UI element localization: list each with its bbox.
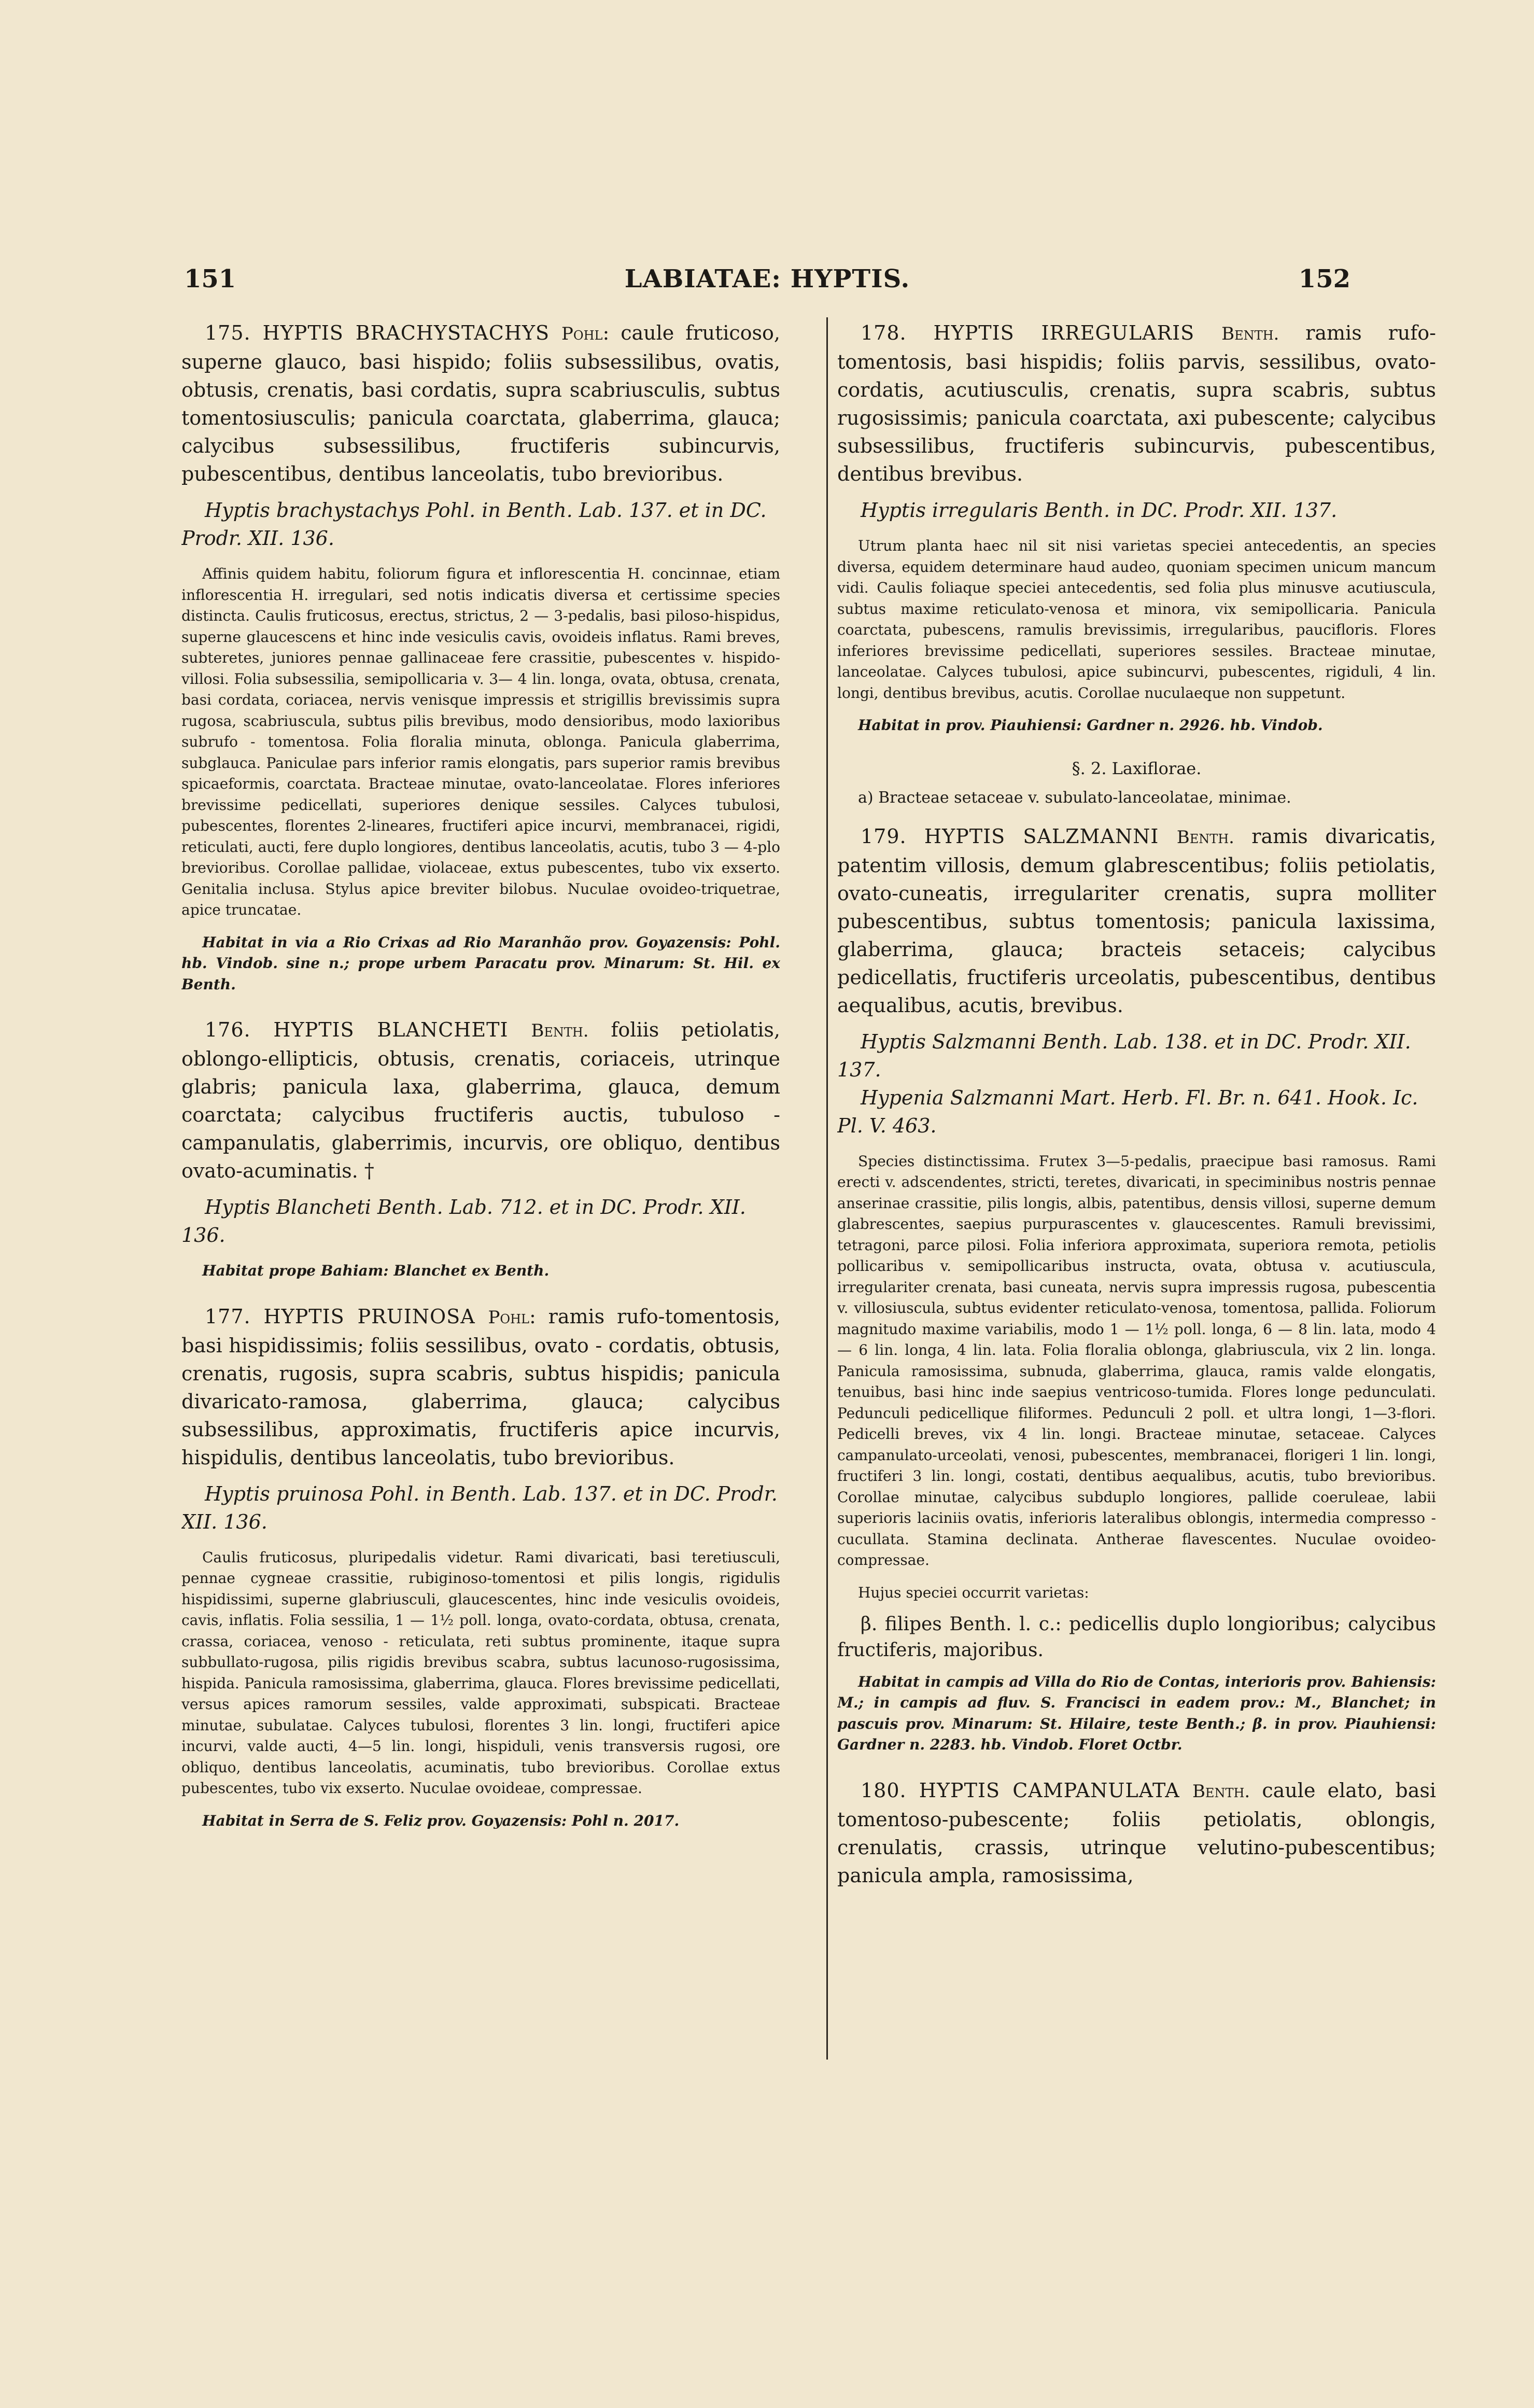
page-number-right: 152: [1298, 264, 1350, 293]
species-description: Utrum planta haec nil sit nisi varietas speciei antecedentis, an species diversa, equidem determinare haud audeo, quoniam specimen unicum mancum vidi. Caulis foliaque speciei antecedentis, sed folia plus minusve acutiuscula, subtus maxime reticulato-venosa et minora, vix semipollicaria. Panicula coarctata, pubescens, ramulis brevissimis, irregularibus, paucifloris. Flores inferiores brevissime pedicellati, superiores sessiles. Bracteae minutae, lanceolatae. Calyces tubulosi, apice subincurvi, pubescentes, rigiduli, 4 lin. longi, dentibus brevibus, acutis. Corollae nuculaeque non suppetunt.: [837, 537, 1436, 702]
species-176: [181, 1016, 780, 1282]
species-description: Species distinctissima. Frutex 3—5-pedalis, praecipue basi ramosus. Rami erecti v. adscendentes, stricti, teretes, divaricati, in speciminibus nostris pennae anserinae crassitie, pilis longis, albis, patentibus, densis villosi, superne demum glabrescentes, saepius purpurascentes v. glaucescentes. Ramuli brevissimi, tetragoni, parce pilosi. Folia inferiora approximata, superiora remota, petiolis pollicaribus v. semipollicaribus instructa, ovata, obtusa v. acutiuscula, irregulariter crenata, basi cuneata, nervis supra impressis rugosa, pubescentia v. villosiuscula, subtus evidenter reticulato-venosa, tomentosa, pallida. Foliorum magnitudo maxime variabilis, modo 1 — 1½ poll. longa, 6 — 8 lin. lata, modo 4 — 6 lin. longa, 4 lin. lata. Folia floralia oblonga, glabriuscula, vix 2 lin. longa. Panicula ramosissima, subnuda, glaberrima, glauca, ramis valde elongatis, tenuibus, basi hinc inde saepius ventricoso-tumida. Flores longe pedunculati. Pedunculi pedicellique filiformes. Pedunculi 2 poll. et ultra longi, 1—3-flori. Pedicelli breves, vix 4 lin. longi. Bracteae minutae, setaceae. Calyces campanulato-urceolati, venosi, pubescentes, membranacei, florigeri 1 lin. longi, fructiferi 3 lin. longi, costati, dentibus aequalibus, acutis, tubo brevioribus. Corollae minutae, calycibus subduplo longiores, pallide coeruleae, labii superioris laciniis ovatis, inferioris lateralibus oblongis, intermedia compresso - cucullata. Stamina declinata. Antherae flavescentes. Nuculae ovoideo-compressae.: [837, 1152, 1436, 1569]
species-reference-synonym: Hypenia Salzmanni Mart. Herb. Fl. Br. n. 641. Hook. Ic. Pl. V. 463.: [837, 1086, 1418, 1137]
page-number-left: 151: [184, 264, 236, 293]
species-habitat: Habitat in campis ad Villa do Rio de Contas, interioris prov. Bahiensis: M.; in campis ad fluv. S. Francisci in eadem prov.: M., Blanchet; in pascuis prov. Minarum: St. Hilaire, teste Benth.; β. in prov. Piauhiensi: Gardner n. 2283. hb. Vindob. Floret Octbr.: [837, 1673, 1436, 1753]
page-header: [184, 264, 1350, 306]
right-column: [837, 319, 1436, 2071]
species-habitat: Habitat in via a Rio Crixas ad Rio Maranhão prov. Goyazensis: Pohl. hb. Vindob. sine n.; prope urbem Paracatu prov. Minarum: St. Hil. ex Benth.: [181, 933, 780, 993]
species-175: [181, 319, 780, 995]
species-177: [181, 1303, 780, 1832]
species-reference: Hyptis pruinosa Pohl. in Benth. Lab. 137. et in DC. Prodr. XII. 136.: [181, 1482, 778, 1533]
running-title: LABIATAE: HYPTIS.: [624, 264, 910, 293]
species-habitat: Habitat in prov. Piauhiensi: Gardner n. 2926. hb. Vindob.: [858, 717, 1323, 734]
species-diagnosis: 180. HYPTIS CAMPANULATA Benth. caule elato, basi tomentoso-pubescente; foliis petiolatis, oblongis, crenulatis, crassis, utrinque velutino-pubescentibus; panicula ampla, ramosissima,: [837, 1779, 1436, 1887]
species-diagnosis: 177. HYPTIS PRUINOSA Pohl: ramis rufo-tomentosis, basi hispidissimis; foliis sessilibus, ovato - cordatis, obtusis, crenatis, rugosis, supra scabris, subtus hispidis; panicula divaricato-ramosa, glaberrima, glauca; calycibus subsessilibus, approximatis, fructiferis apice incurvis, hispidulis, dentibus lanceolatis, tubo brevioribus.: [181, 1305, 780, 1469]
species-diagnosis: 175. HYPTIS BRACHYSTACHYS Pohl: caule fruticoso, superne glauco, basi hispido; foliis subsessilibus, ovatis, obtusis, crenatis, basi cordatis, supra scabriusculis, subtus tomentosiusculis; panicula coarctata, glaberrima, glauca; calycibus subsessilibus, fructiferis subincurvis, pubescentibus, dentibus lanceolatis, tubo brevioribus.: [181, 321, 780, 485]
subsection-heading: a) Bracteae setaceae v. subulato-lanceolatae, minimae.: [858, 788, 1291, 807]
species-diagnosis: 179. HYPTIS SALZMANNI Benth. ramis divaricatis, patentim villosis, demum glabrescentibus; foliis petiolatis, ovato-cuneatis, irregulariter crenatis, supra molliter pubescentibus, subtus tomentosis; panicula laxissima, glaberrima, glauca; bracteis setaceis; calycibus pedicellatis, fructiferis urceolatis, pubescentibus, dentibus aequalibus, acutis, brevibus.: [837, 824, 1436, 1017]
species-diagnosis: 176. HYPTIS BLANCHETI Benth. foliis petiolatis, oblongo-ellipticis, obtusis, crenatis, coriaceis, utrinque glabris; panicula laxa, glaberrima, glauca, demum coarctata; calycibus fructiferis auctis, tubuloso - campanulatis, glaberrimis, incurvis, ore obliquo, dentibus ovato-acuminatis. †: [181, 1018, 780, 1182]
variety-intro: Hujus speciei occurrit varietas:: [858, 1584, 1089, 1601]
species-habitat: Habitat prope Bahiam: Blanchet ex Benth.: [202, 1262, 550, 1279]
species-180: [837, 1776, 1436, 1889]
column-divider: [826, 317, 828, 2060]
species-reference: Hyptis brachystachys Pohl. in Benth. Lab. 137. et in DC. Prodr. XII. 136.: [181, 499, 767, 550]
variety-diagnosis: β. filipes Benth. l. c.: pedicellis duplo longioribus; calycibus fructiferis, majoribus.: [837, 1613, 1436, 1661]
left-column: [181, 319, 780, 2071]
section-heading: §. 2. Laxiflorae.: [1072, 758, 1202, 778]
species-diagnosis: 178. HYPTIS IRREGULARIS Benth. ramis rufo-tomentosis, basi hispidis; foliis parvis, sessilibus, ovato-cordatis, acutiusculis, crenatis, supra scabris, subtus rugosissimis; panicula coarctata, axi pubescente; calycibus subsessilibus, fructiferis subincurvis, pubescentibus, dentibus brevibus.: [837, 321, 1436, 485]
species-reference: Hyptis irregularis Benth. in DC. Prodr. XII. 137.: [861, 499, 1338, 522]
species-reference: Hyptis Blancheti Benth. Lab. 712. et in DC. Prodr. XII. 136.: [181, 1196, 746, 1247]
species-description: Caulis fruticosus, pluripedalis videtur. Rami divaricati, basi teretiusculi, pennae cygneae crassitie, rubiginoso-tomentosi et pilis longis, rigidulis hispidissimi, superne glabriusculi, glaucescentes, hinc inde vesiculis ovoideis, cavis, inflatis. Folia sessilia, 1 — 1½ poll. longa, ovato-cordata, obtusa, crenata, crassa, coriacea, venoso - reticulata, reti subtus prominente, itaque supra subbullato-rugosa, pilis rigidis brevibus scabra, subtus lacunoso-rugosissima, hispida. Panicula ramosissima, glaberrima, glauca. Flores brevissime pedicellati, versus apices ramorum sessiles, valde approximati, subspicati. Bracteae minutae, subulatae. Calyces tubulosi, florentes 3 lin. longi, fructiferi apice incurvi, valde aucti, 4—5 lin. longi, hispiduli, venis transversis rugosi, ore obliquo, dentibus lanceolatis, acuminatis, tubo brevioribus. Corollae extus pubescentes, tubo vix exserto. Nuculae ovoideae, compressae.: [181, 1548, 780, 1797]
species-reference: Hyptis Salzmanni Benth. Lab. 138. et in DC. Prodr. XII. 137.: [837, 1030, 1411, 1081]
species-178: [837, 319, 1436, 736]
species-habitat: Habitat in Serra de S. Feliz prov. Goyazensis: Pohl n. 2017.: [202, 1812, 680, 1829]
species-179: [837, 822, 1436, 1756]
species-description: Affinis quidem habitu, foliorum figura et inflorescentia H. concinnae, etiam inflorescentia H. irregulari, sed notis indicatis diversa et certissime species distincta. Caulis fruticosus, erectus, strictus, 2 — 3-pedalis, basi piloso-hispidus, superne glaucescens et hinc inde vesiculis cavis, ovoideis inflatus. Rami breves, subteretes, juniores pennae gallinaceae fere crassitie, pubescentes v. hispido-villosi. Folia subsessilia, semipollicaria v. 3— 4 lin. longa, ovata, obtusa, crenata, basi cordata, coriacea, nervis venisque impressis et strigillis brevissimis supra rugosa, scabriuscula, subtus pilis brevibus, modo densioribus, modo laxioribus subrufo - tomentosa. Folia floralia minuta, oblonga. Panicula glaberrima, subglauca. Paniculae pars inferior ramis elongatis, pars superior ramis brevibus spicaeformis, coarctata. Bracteae minutae, ovato-lanceolatae. Flores inferiores brevissime pedicellati, superiores denique sessiles. Calyces tubulosi, pubescentes, florentes 2-lineares, fructiferi apice incurvi, membranacei, rigidi, reticulati, aucti, fere duplo longiores, dentibus lanceolatis, acutis, tubo 3 — 4-plo brevioribus. Corollae pallidae, violaceae, extus pubescentes, tubo vix exserto. Genitalia inclusa. Stylus apice breviter bilobus. Nuculae ovoideo-triquetrae, apice truncatae.: [181, 565, 780, 918]
